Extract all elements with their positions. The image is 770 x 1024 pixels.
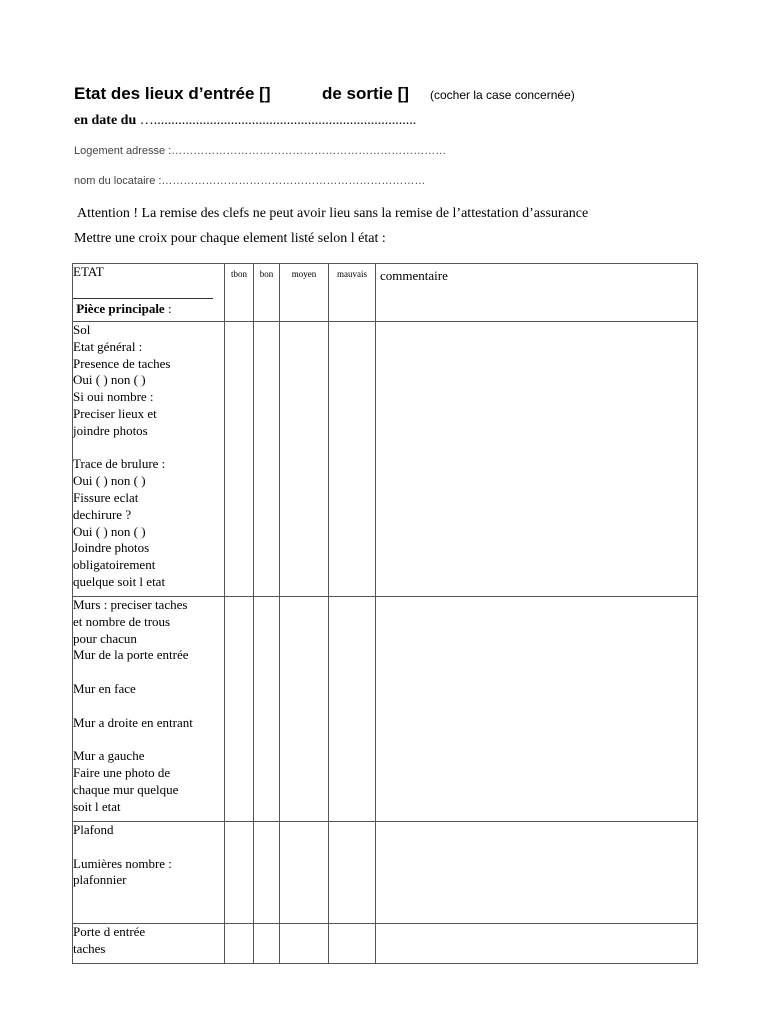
checkbox-cell-moyen[interactable] — [280, 322, 329, 597]
row-text-line: Mur a gauche — [73, 748, 145, 764]
table-row — [73, 322, 698, 597]
table-row — [73, 923, 698, 963]
row-text-line — [73, 731, 224, 748]
row-text-line: Si oui nombre : — [73, 389, 154, 405]
row-text-line — [73, 839, 224, 856]
row-text-line: plafonnier — [73, 872, 127, 888]
date-line — [74, 113, 416, 129]
row-text-line: Lumières nombre : — [73, 855, 172, 871]
instruction-text: Mettre une croix pour chaque element listé selon l état : — [74, 231, 386, 246]
row-label-porte — [73, 923, 225, 963]
checkbox-cell-mauvais[interactable] — [329, 822, 376, 924]
checkbox-cell-tbon[interactable] — [225, 597, 254, 822]
comment-cell[interactable] — [376, 597, 698, 822]
checkbox-cell-bon[interactable] — [254, 923, 280, 963]
address-field[interactable]: Logement adresse :………………………………………………………………… — [74, 145, 447, 157]
row-text-line: Joindre photos — [73, 540, 150, 556]
checkbox-cell-moyen[interactable] — [280, 822, 329, 924]
comment-cell[interactable] — [376, 923, 698, 963]
checkbox-cell-bon[interactable] — [254, 597, 280, 822]
row-text-line: Preciser lieux et — [73, 405, 157, 421]
row-text-line — [73, 664, 224, 681]
row-text-line: quelque soit l etat — [73, 573, 166, 589]
row-text-line: Etat général : — [73, 338, 143, 354]
checkbox-cell-bon[interactable] — [254, 322, 280, 597]
row-label-murs — [73, 597, 225, 822]
row-text-line: soit l etat — [73, 798, 121, 814]
table-row — [73, 822, 698, 924]
row-text-line: Mur en face — [73, 680, 136, 696]
column-header-moyen: moyen — [280, 264, 329, 322]
row-text-line — [73, 889, 224, 906]
checkbox-cell-moyen[interactable] — [280, 923, 329, 963]
row-text-line: Sol — [73, 322, 91, 337]
row-text-line: joindre photos — [73, 422, 148, 438]
table-header-row — [73, 264, 698, 322]
column-header-tbon: tbon — [225, 264, 254, 322]
condition-table — [72, 263, 698, 964]
checkbox-cell-mauvais[interactable] — [329, 597, 376, 822]
row-text-line: Murs : preciser taches — [73, 597, 188, 612]
row-label-sol — [73, 322, 225, 597]
row-text-line: Oui ( ) non ( ) — [73, 473, 146, 489]
title-note: (cocher la case concernée) — [430, 88, 575, 102]
date-field[interactable]: …........................................................................... — [139, 113, 417, 128]
row-text-line: Trace de brulure : — [73, 456, 166, 472]
row-text-line: Plafond — [73, 822, 114, 837]
row-text-line: Oui ( ) non ( ) — [73, 372, 146, 388]
form-title — [74, 84, 575, 104]
row-text-line: et nombre de trous — [73, 613, 171, 629]
row-text-line: Oui ( ) non ( ) — [73, 523, 146, 539]
row-text-line: Porte d entrée — [73, 923, 146, 939]
checkbox-cell-mauvais[interactable] — [329, 322, 376, 597]
title-entree: Etat des lieux d’entrée [] — [74, 84, 271, 103]
checkbox-cell-bon[interactable] — [254, 822, 280, 924]
checkbox-cell-moyen[interactable] — [280, 597, 329, 822]
row-text-line: Mur de la porte entrée — [73, 647, 189, 663]
row-text-line: pour chacun — [73, 630, 137, 646]
row-text-line — [73, 440, 224, 457]
column-header-commentaire: commentaire — [376, 264, 698, 322]
checkbox-cell-mauvais[interactable] — [329, 923, 376, 963]
row-text-line: chaque mur quelque — [73, 781, 179, 797]
row-text-line: Presence de taches — [73, 355, 171, 371]
column-header-bon: bon — [254, 264, 280, 322]
tenant-name-field[interactable]: nom du locataire :……………………………………………………………… — [74, 175, 426, 187]
table-row — [73, 597, 698, 822]
row-text-line: dechirure ? — [73, 506, 132, 522]
row-text-line: Fissure eclat — [73, 489, 139, 505]
checkbox-cell-tbon[interactable] — [225, 322, 254, 597]
row-text-line: Faire une photo de — [73, 764, 171, 780]
row-text-line: obligatoirement — [73, 557, 156, 573]
row-text-line — [73, 698, 224, 715]
etat-label: ETAT — [73, 264, 104, 279]
checkbox-cell-tbon[interactable] — [225, 923, 254, 963]
header-etat-cell — [73, 264, 225, 322]
attention-notice: Attention ! La remise des clefs ne peut avoir lieu sans la remise de l’attestation d’assurance — [77, 206, 589, 221]
section-label: Pièce principale : — [76, 301, 172, 316]
row-text-line: taches — [73, 940, 106, 956]
row-label-plafond — [73, 822, 225, 924]
comment-cell[interactable] — [376, 822, 698, 924]
date-label: en date du — [74, 113, 137, 128]
title-sortie: de sortie [] — [322, 84, 409, 103]
row-text-line: Mur a droite en entrant — [73, 714, 193, 730]
checkbox-cell-tbon[interactable] — [225, 822, 254, 924]
comment-cell[interactable] — [376, 322, 698, 597]
column-header-mauvais: mauvais — [329, 264, 376, 322]
row-text-line — [73, 906, 224, 923]
